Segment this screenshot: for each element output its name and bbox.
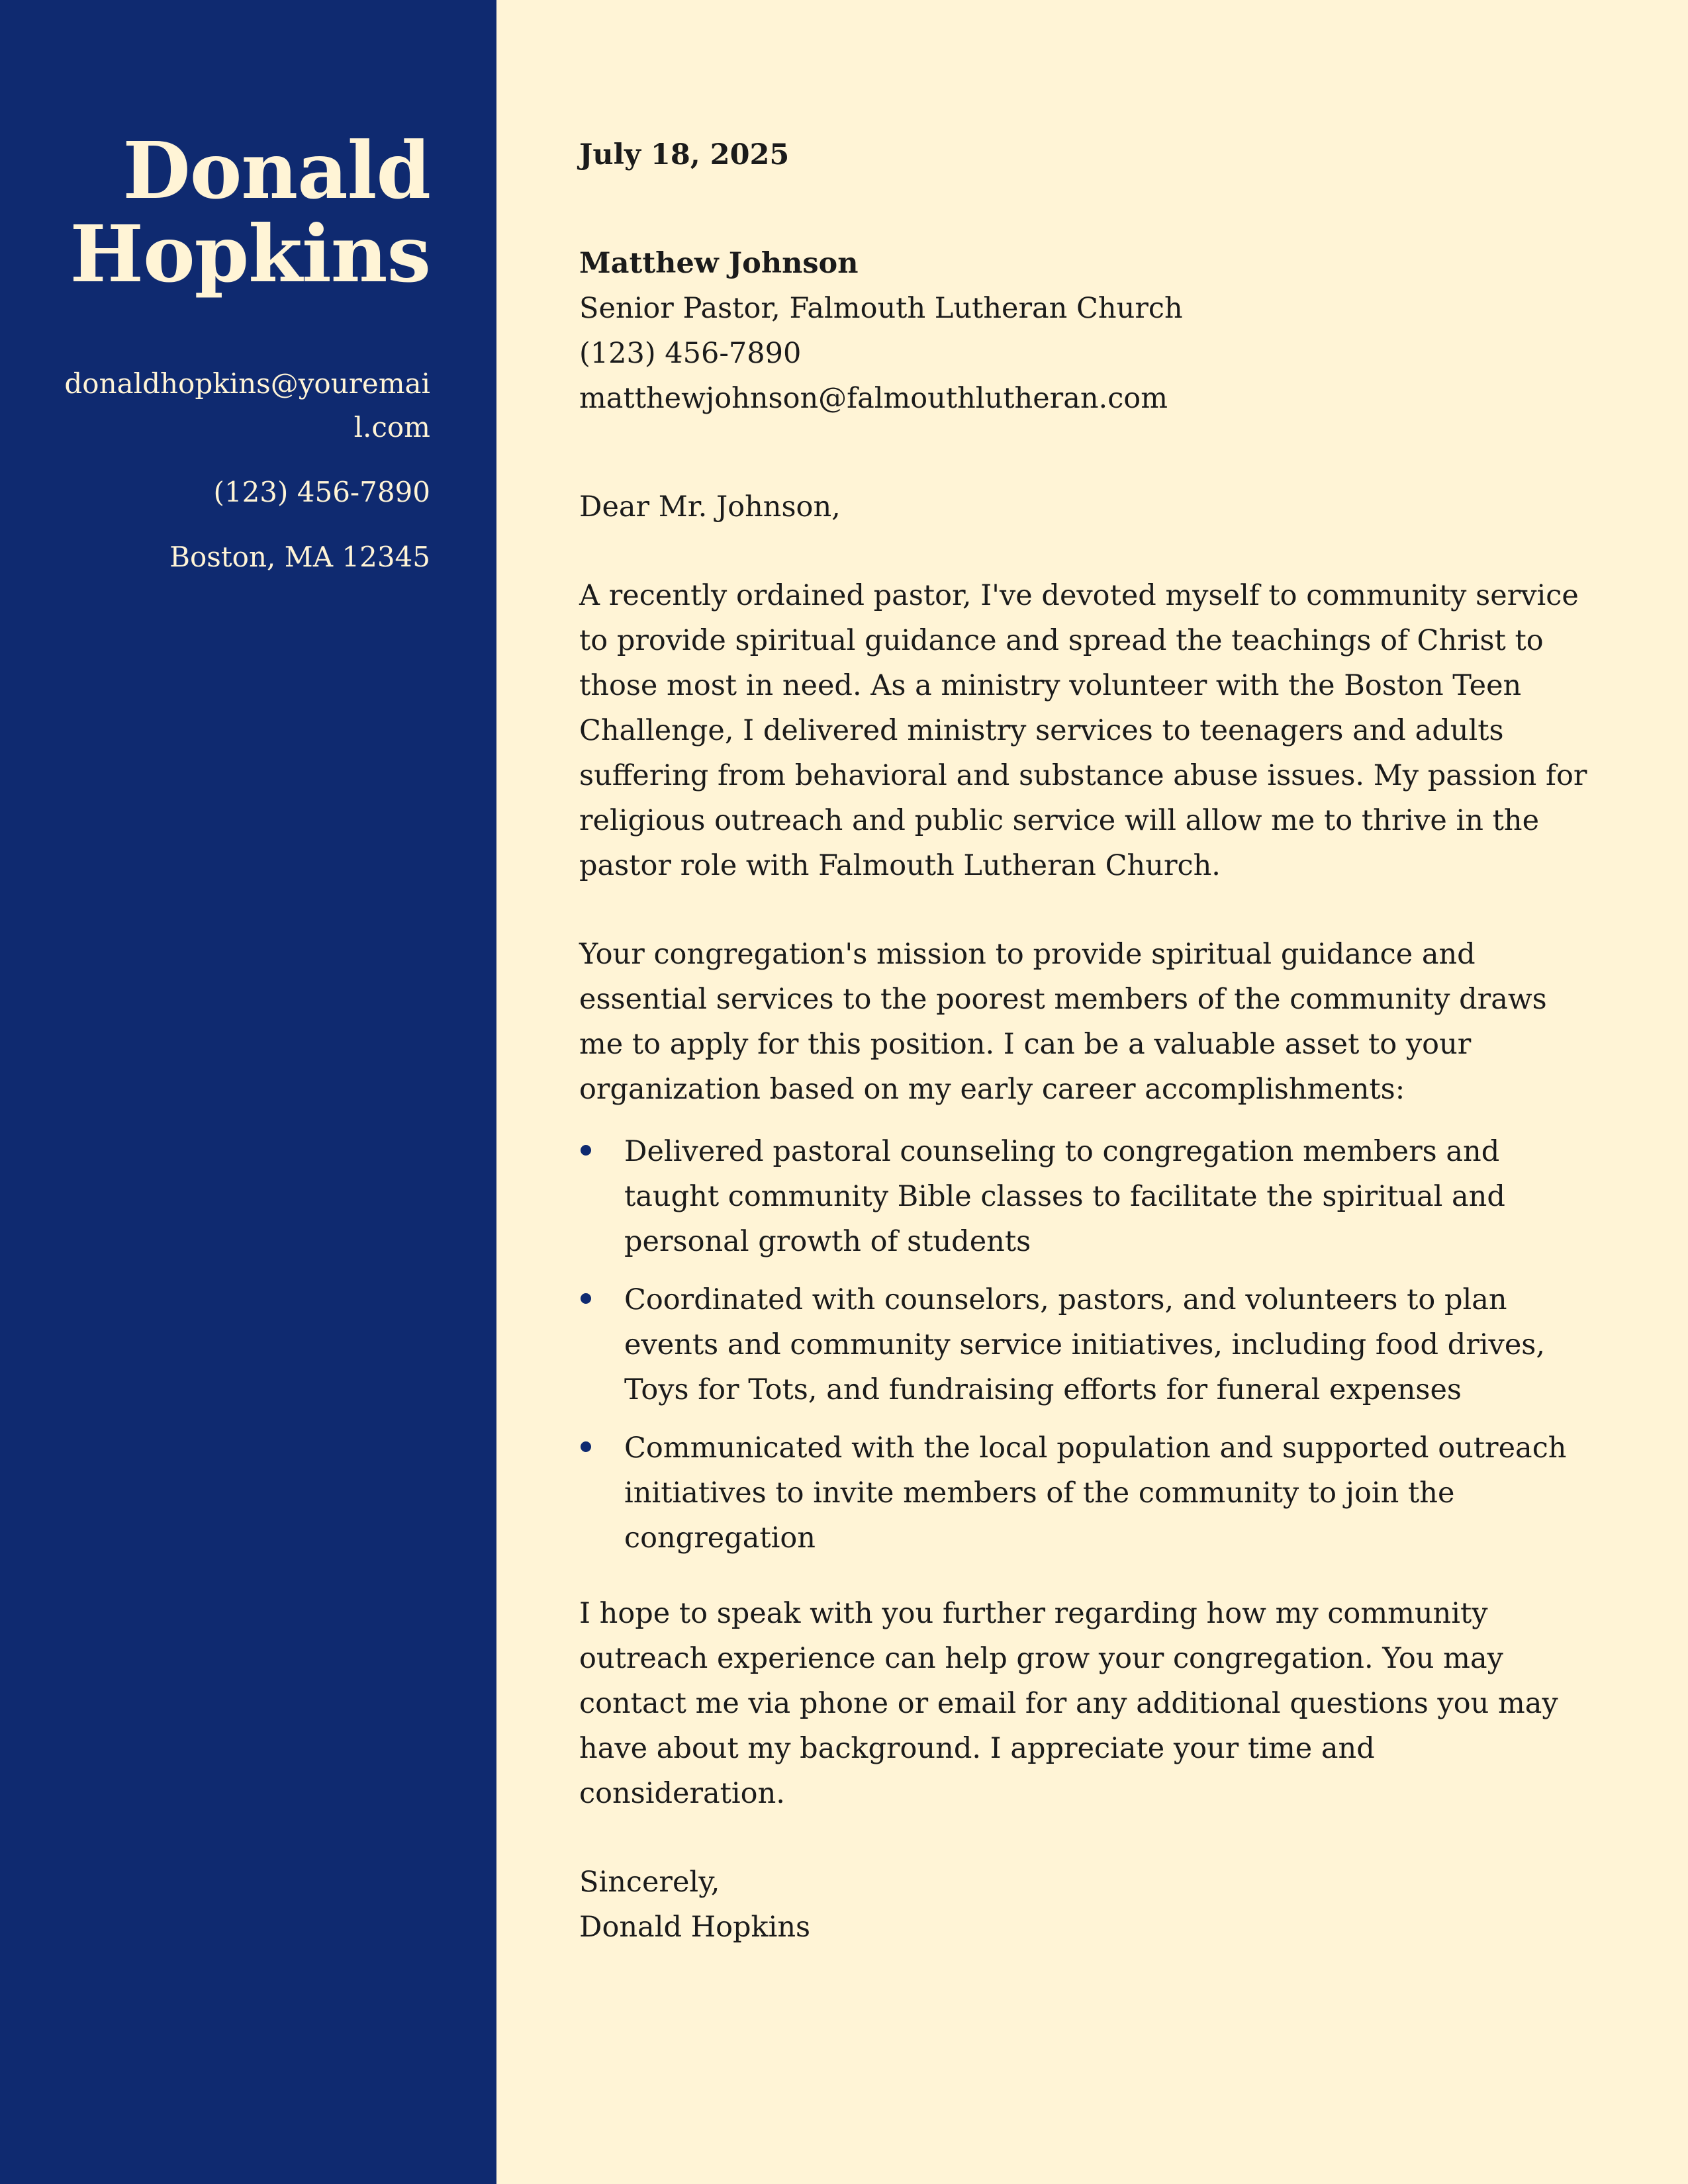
list-item [579, 1277, 1589, 1412]
sender-name [60, 124, 430, 300]
list-item-text: Coordinated with counselors, pastors, and volunteers to plan events and community service initiatives, including food drives, Toys for Tots, and fundraising efforts for funeral expenses [624, 1283, 1546, 1406]
letter-date: July 18, 2025 [579, 138, 790, 171]
recipient-name: Matthew Johnson [579, 247, 859, 280]
salutation: Dear Mr. Johnson, [579, 490, 841, 523]
list-item-text: Communicated with the local population and supported outreach initiatives to invite members of the community to join the congregation [624, 1432, 1567, 1555]
accomplishments-list [579, 1129, 1589, 1561]
list-item-text: Delivered pastoral counseling to congregation members and taught community Bible classes to facilitate the spiritual and personal growth of students [624, 1135, 1505, 1258]
sender-location: Boston, MA 12345 [169, 541, 430, 573]
recipient-title: Senior Pastor, Falmouth Lutheran Church [579, 292, 1183, 325]
sender-phone: (123) 456-7890 [213, 476, 430, 508]
sender-last-name: Hopkins [70, 208, 430, 300]
paragraph-mission: Your congregation's mission to provide spiritual guidance and essential services to the poorest members of the community draws me to apply for this position. I can be a valuable asset to your organization based on my early career accomplishments: [579, 938, 1547, 1106]
list-item [579, 1426, 1589, 1561]
recipient-block [579, 241, 1589, 421]
paragraph-intro: A recently ordained pastor, I've devoted myself to community service to provide spiritual guidance and spread the teachings of Christ to those most in need. As a ministry volunteer with the Boston Teen Challenge, I delivered ministry services to teenagers and adults suffering from behavioral and substance abuse issues. My passion for religious outreach and public service will allow me to thrive in the pastor role with Falmouth Lutheran Church. [579, 579, 1587, 882]
bullet-dot-icon [581, 1145, 591, 1156]
paragraph-closing: I hope to speak with you further regarding how my community outreach experience can help grow your congregation. You may contact me via phone or email for any additional questions you may have about my background. I appreciate your time and consideration. [579, 1597, 1558, 1810]
closing-block [579, 1860, 1589, 1950]
list-item [579, 1129, 1589, 1264]
recipient-phone: (123) 456-7890 [579, 337, 802, 370]
bullet-dot-icon [581, 1441, 591, 1452]
closing-phrase: Sincerely, [579, 1866, 720, 1899]
sender-first-name: Donald [122, 124, 430, 216]
sidebar [0, 0, 496, 2184]
bullet-dot-icon [581, 1293, 591, 1304]
sender-email: donaldhopkins@youremail.com [64, 367, 430, 443]
recipient-email: matthewjohnson@falmouthlutheran.com [579, 382, 1168, 415]
letter-body [496, 0, 1688, 2184]
signature: Donald Hopkins [579, 1911, 811, 1944]
